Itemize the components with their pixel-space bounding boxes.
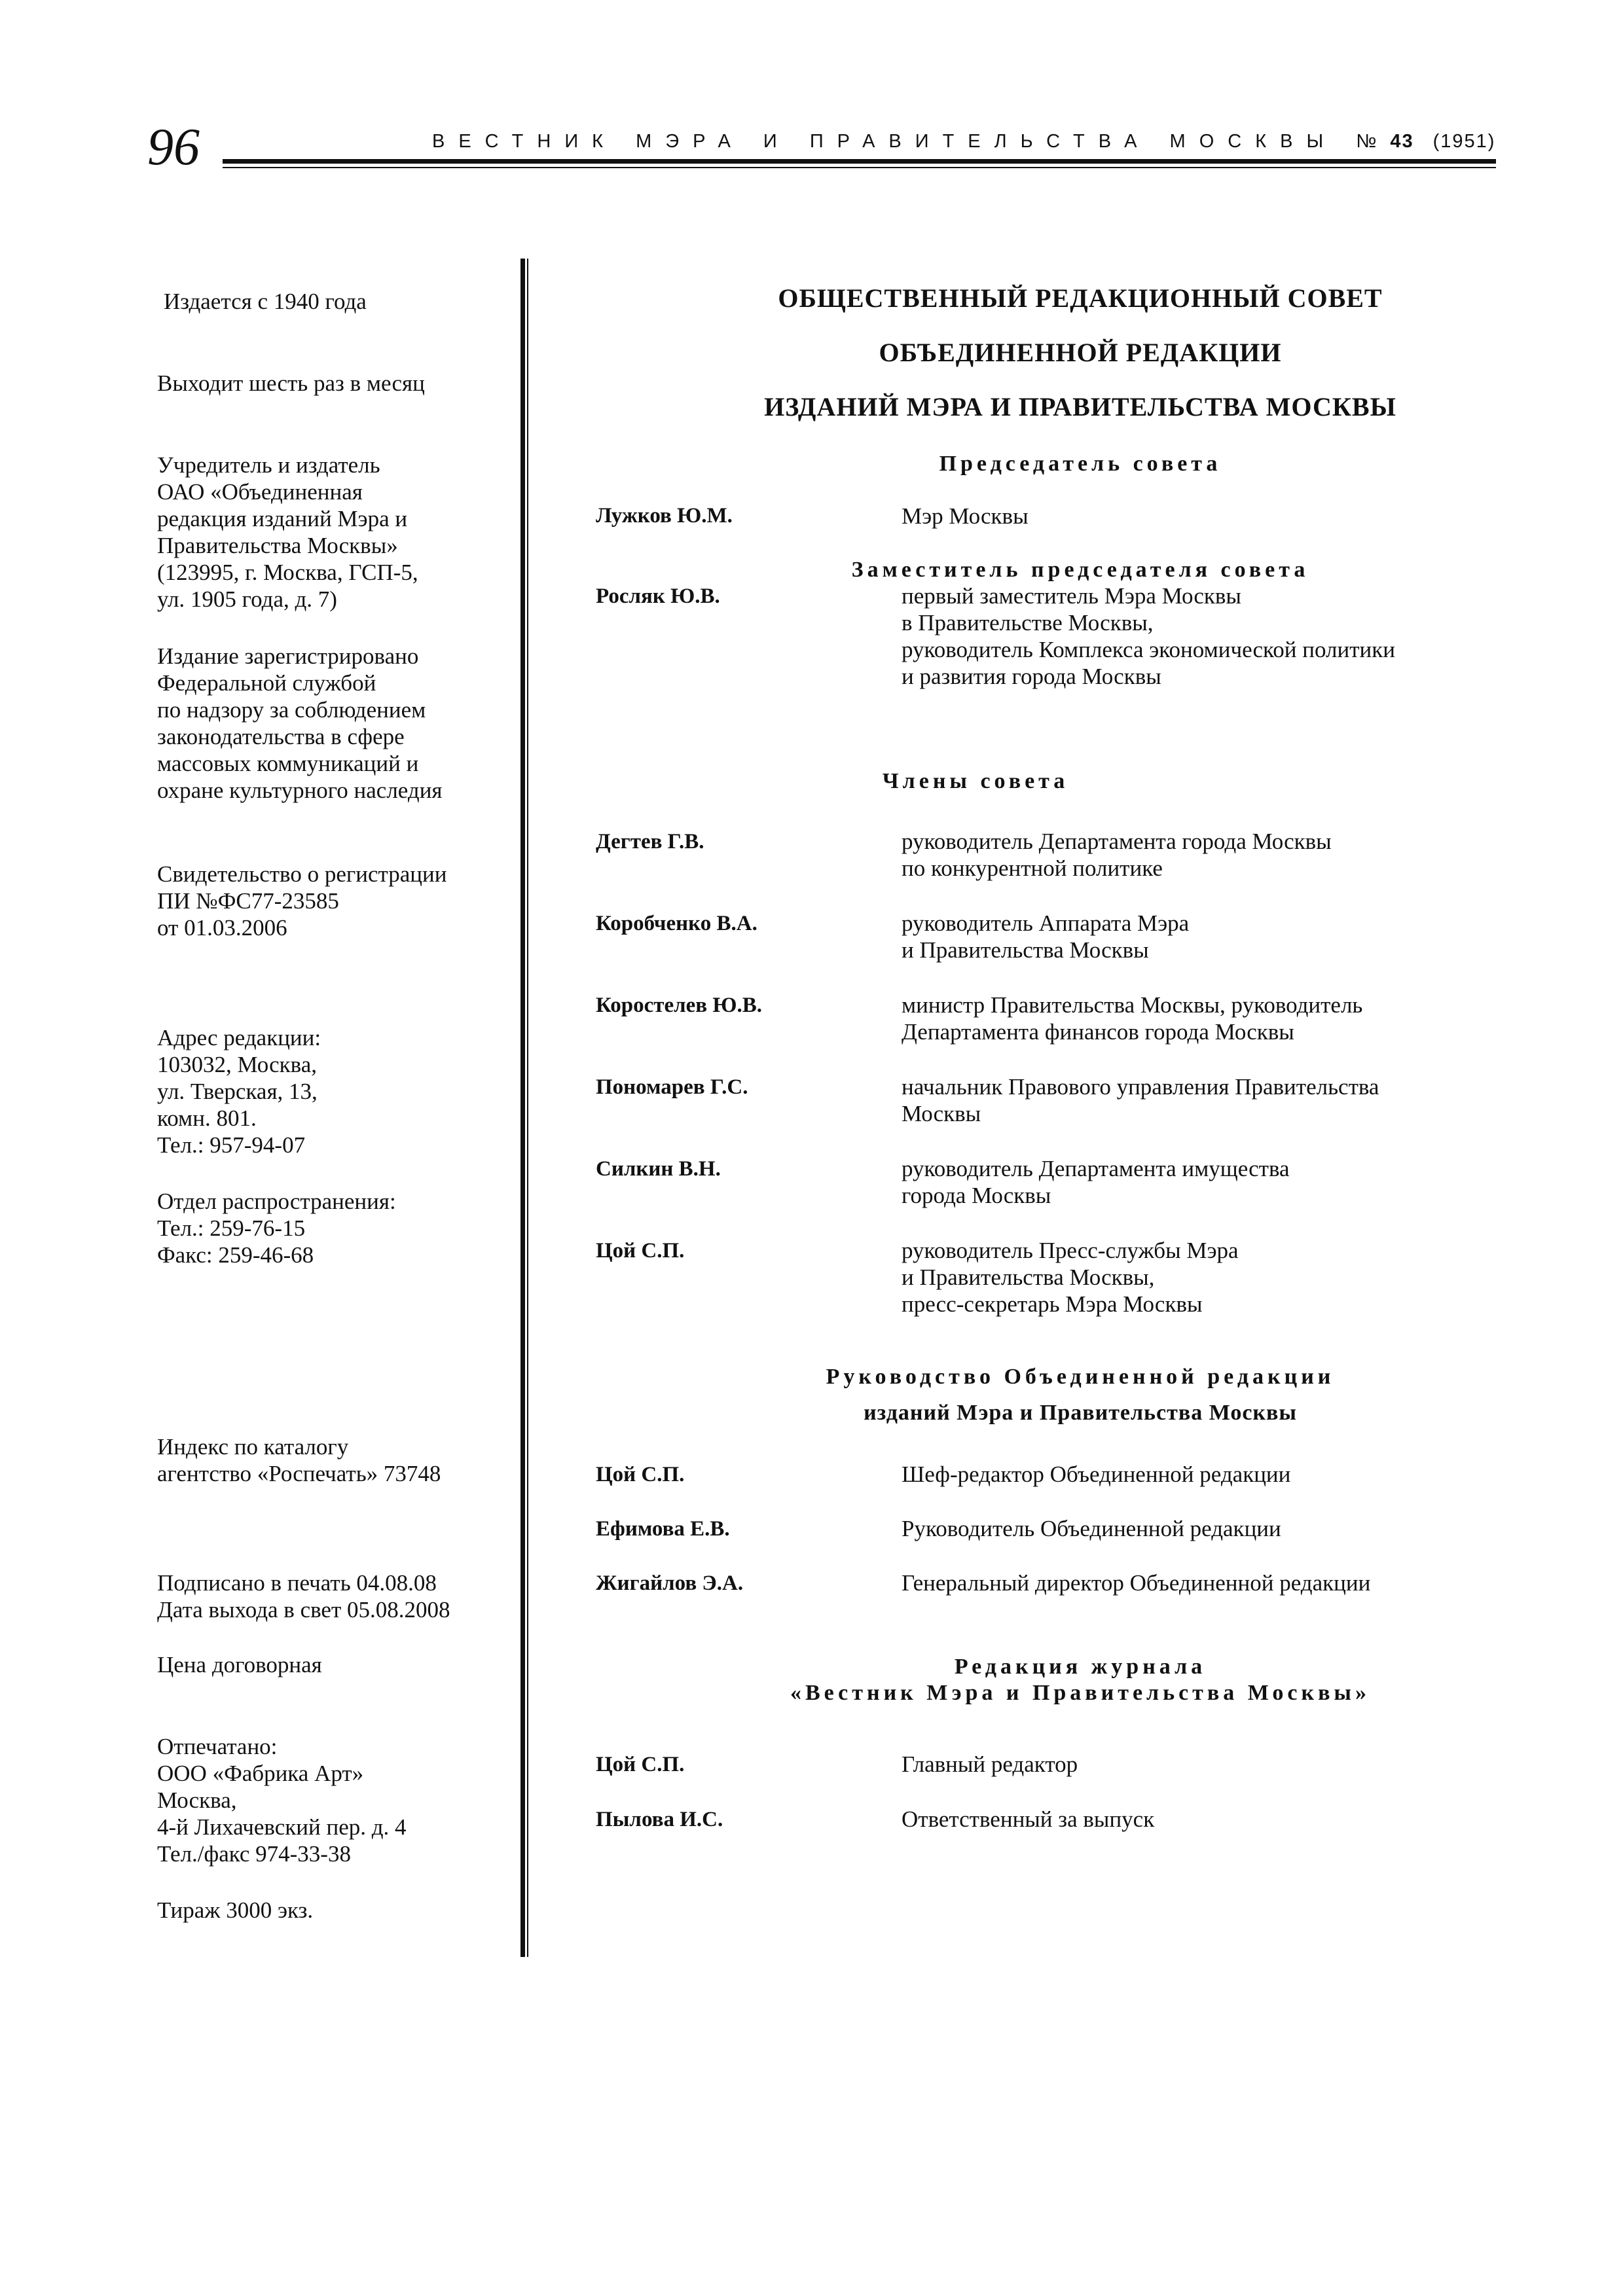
imprint-catalog: Индекс по каталогу агентство «Роспечать» 73748 xyxy=(157,1434,441,1486)
imprint-distribution: Отдел распространения: Тел.: 259-76-15 Факс: 259-46-68 xyxy=(157,1189,396,1268)
header-rule xyxy=(223,159,1496,164)
imprint-frequency: Выходит шесть раз в месяц xyxy=(157,370,425,396)
imprint-founder: Учредитель и издатель ОАО «Объединенная редакция изданий Мэра и Правительства Москвы» (123995, г. Москва, ГСП-5, ул. 1905 года, д. 7) xyxy=(157,452,418,612)
chair-name: Лужков Ю.М. xyxy=(596,504,733,528)
page-number: 96 xyxy=(147,118,200,176)
column-divider-thin xyxy=(527,259,528,1957)
deputy-heading: Заместитель председателя совета xyxy=(851,558,1309,582)
editorial-heading-line-1: Редакция журнала xyxy=(954,1655,1207,1679)
running-title xyxy=(432,131,1499,152)
issue-total: (1951) xyxy=(1432,131,1496,152)
member-role: руководитель Департамента города Москвы по конкурентной политике xyxy=(902,829,1332,881)
editorial-name: Пылова И.С. xyxy=(596,1808,723,1831)
council-title-line-1: ОБЩЕСТВЕННЫЙ РЕДАКЦИОННЫЙ СОВЕТ xyxy=(778,283,1383,313)
management-role: Руководитель Объединенной редакции xyxy=(902,1516,1281,1541)
management-role: Шеф-редактор Объединенной редакции xyxy=(902,1462,1291,1487)
member-name: Пономарев Г.С. xyxy=(596,1075,748,1099)
deputy-role: первый заместитель Мэра Москвы в Правительстве Москвы, руководитель Комплекса экономической политики и развития города Москвы xyxy=(902,583,1395,689)
imprint-since: Издается с 1940 года xyxy=(164,289,367,314)
member-name: Цой С.П. xyxy=(596,1239,685,1263)
issue-number: 43 xyxy=(1390,131,1414,152)
management-role: Генеральный директор Объединенной редакции xyxy=(902,1570,1371,1596)
editorial-heading-line-2: «Вестник Мэра и Правительства Москвы» xyxy=(790,1681,1370,1705)
management-name: Цой С.П. xyxy=(596,1463,685,1486)
member-role: руководитель Департамента имущества города Москвы xyxy=(902,1156,1290,1208)
chair-role: Мэр Москвы xyxy=(902,503,1029,529)
imprint-price: Цена договорная xyxy=(157,1652,322,1677)
member-name: Дегтев Г.В. xyxy=(596,830,704,853)
imprint-registration: Издание зарегистрировано Федеральной службой по надзору за соблюдением законодательства в сфере массовых коммуникаций и охране культурного наследия xyxy=(157,643,443,803)
column-divider xyxy=(520,259,525,1957)
chair-heading: Председатель совета xyxy=(939,452,1222,476)
editorial-name: Цой С.П. xyxy=(596,1753,685,1776)
header-rule-thin xyxy=(223,167,1496,168)
member-role: руководитель Аппарата Мэра и Правительства Москвы xyxy=(902,910,1190,963)
management-name: Жигайлов Э.А. xyxy=(596,1571,744,1595)
council-title-line-2: ОБЪЕДИНЕННОЙ РЕДАКЦИИ xyxy=(879,338,1282,367)
editorial-role: Главный редактор xyxy=(902,1751,1078,1777)
journal-title: ВЕСТНИК МЭРА И ПРАВИТЕЛЬСТВА МОСКВЫ xyxy=(432,131,1338,152)
member-role: руководитель Пресс-службы Мэра и Правительства Москвы, пресс-секретарь Мэра Москвы xyxy=(902,1238,1239,1317)
member-name: Коростелев Ю.В. xyxy=(596,994,763,1017)
imprint-print-dates: Подписано в печать 04.08.08 Дата выхода в свет 05.08.2008 xyxy=(157,1570,450,1623)
member-name: Коробченко В.А. xyxy=(596,912,757,935)
issue-prefix: № xyxy=(1356,131,1391,152)
member-role: начальник Правового управления Правительства Москвы xyxy=(902,1074,1379,1126)
management-heading-line-2: изданий Мэра и Правительства Москвы xyxy=(864,1401,1297,1425)
management-heading-line-1: Руководство Объединенной редакции xyxy=(826,1365,1335,1389)
editorial-role: Ответственный за выпуск xyxy=(902,1806,1155,1832)
imprint-certificate: Свидетельство о регистрации ПИ №ФС77-23585 от 01.03.2006 xyxy=(157,861,447,941)
member-name: Силкин В.Н. xyxy=(596,1157,721,1181)
members-heading: Члены совета xyxy=(882,769,1069,793)
imprint-circulation: Тираж 3000 экз. xyxy=(157,1897,314,1923)
member-role: министр Правительства Москвы, руководитель Департамента финансов города Москвы xyxy=(902,992,1363,1045)
imprint-printer: Отпечатано: ООО «Фабрика Арт» Москва, 4-й Лихачевский пер. д. 4 Тел./факс 974-33-38 xyxy=(157,1734,407,1867)
imprint-address: Адрес редакции: 103032, Москва, ул. Тверская, 13, комн. 801. Тел.: 957-94-07 xyxy=(157,1025,321,1158)
council-title-line-3: ИЗДАНИЙ МЭРА И ПРАВИТЕЛЬСТВА МОСКВЫ xyxy=(764,392,1396,422)
management-name: Ефимова Е.В. xyxy=(596,1517,730,1541)
deputy-name: Росляк Ю.В. xyxy=(596,584,720,608)
